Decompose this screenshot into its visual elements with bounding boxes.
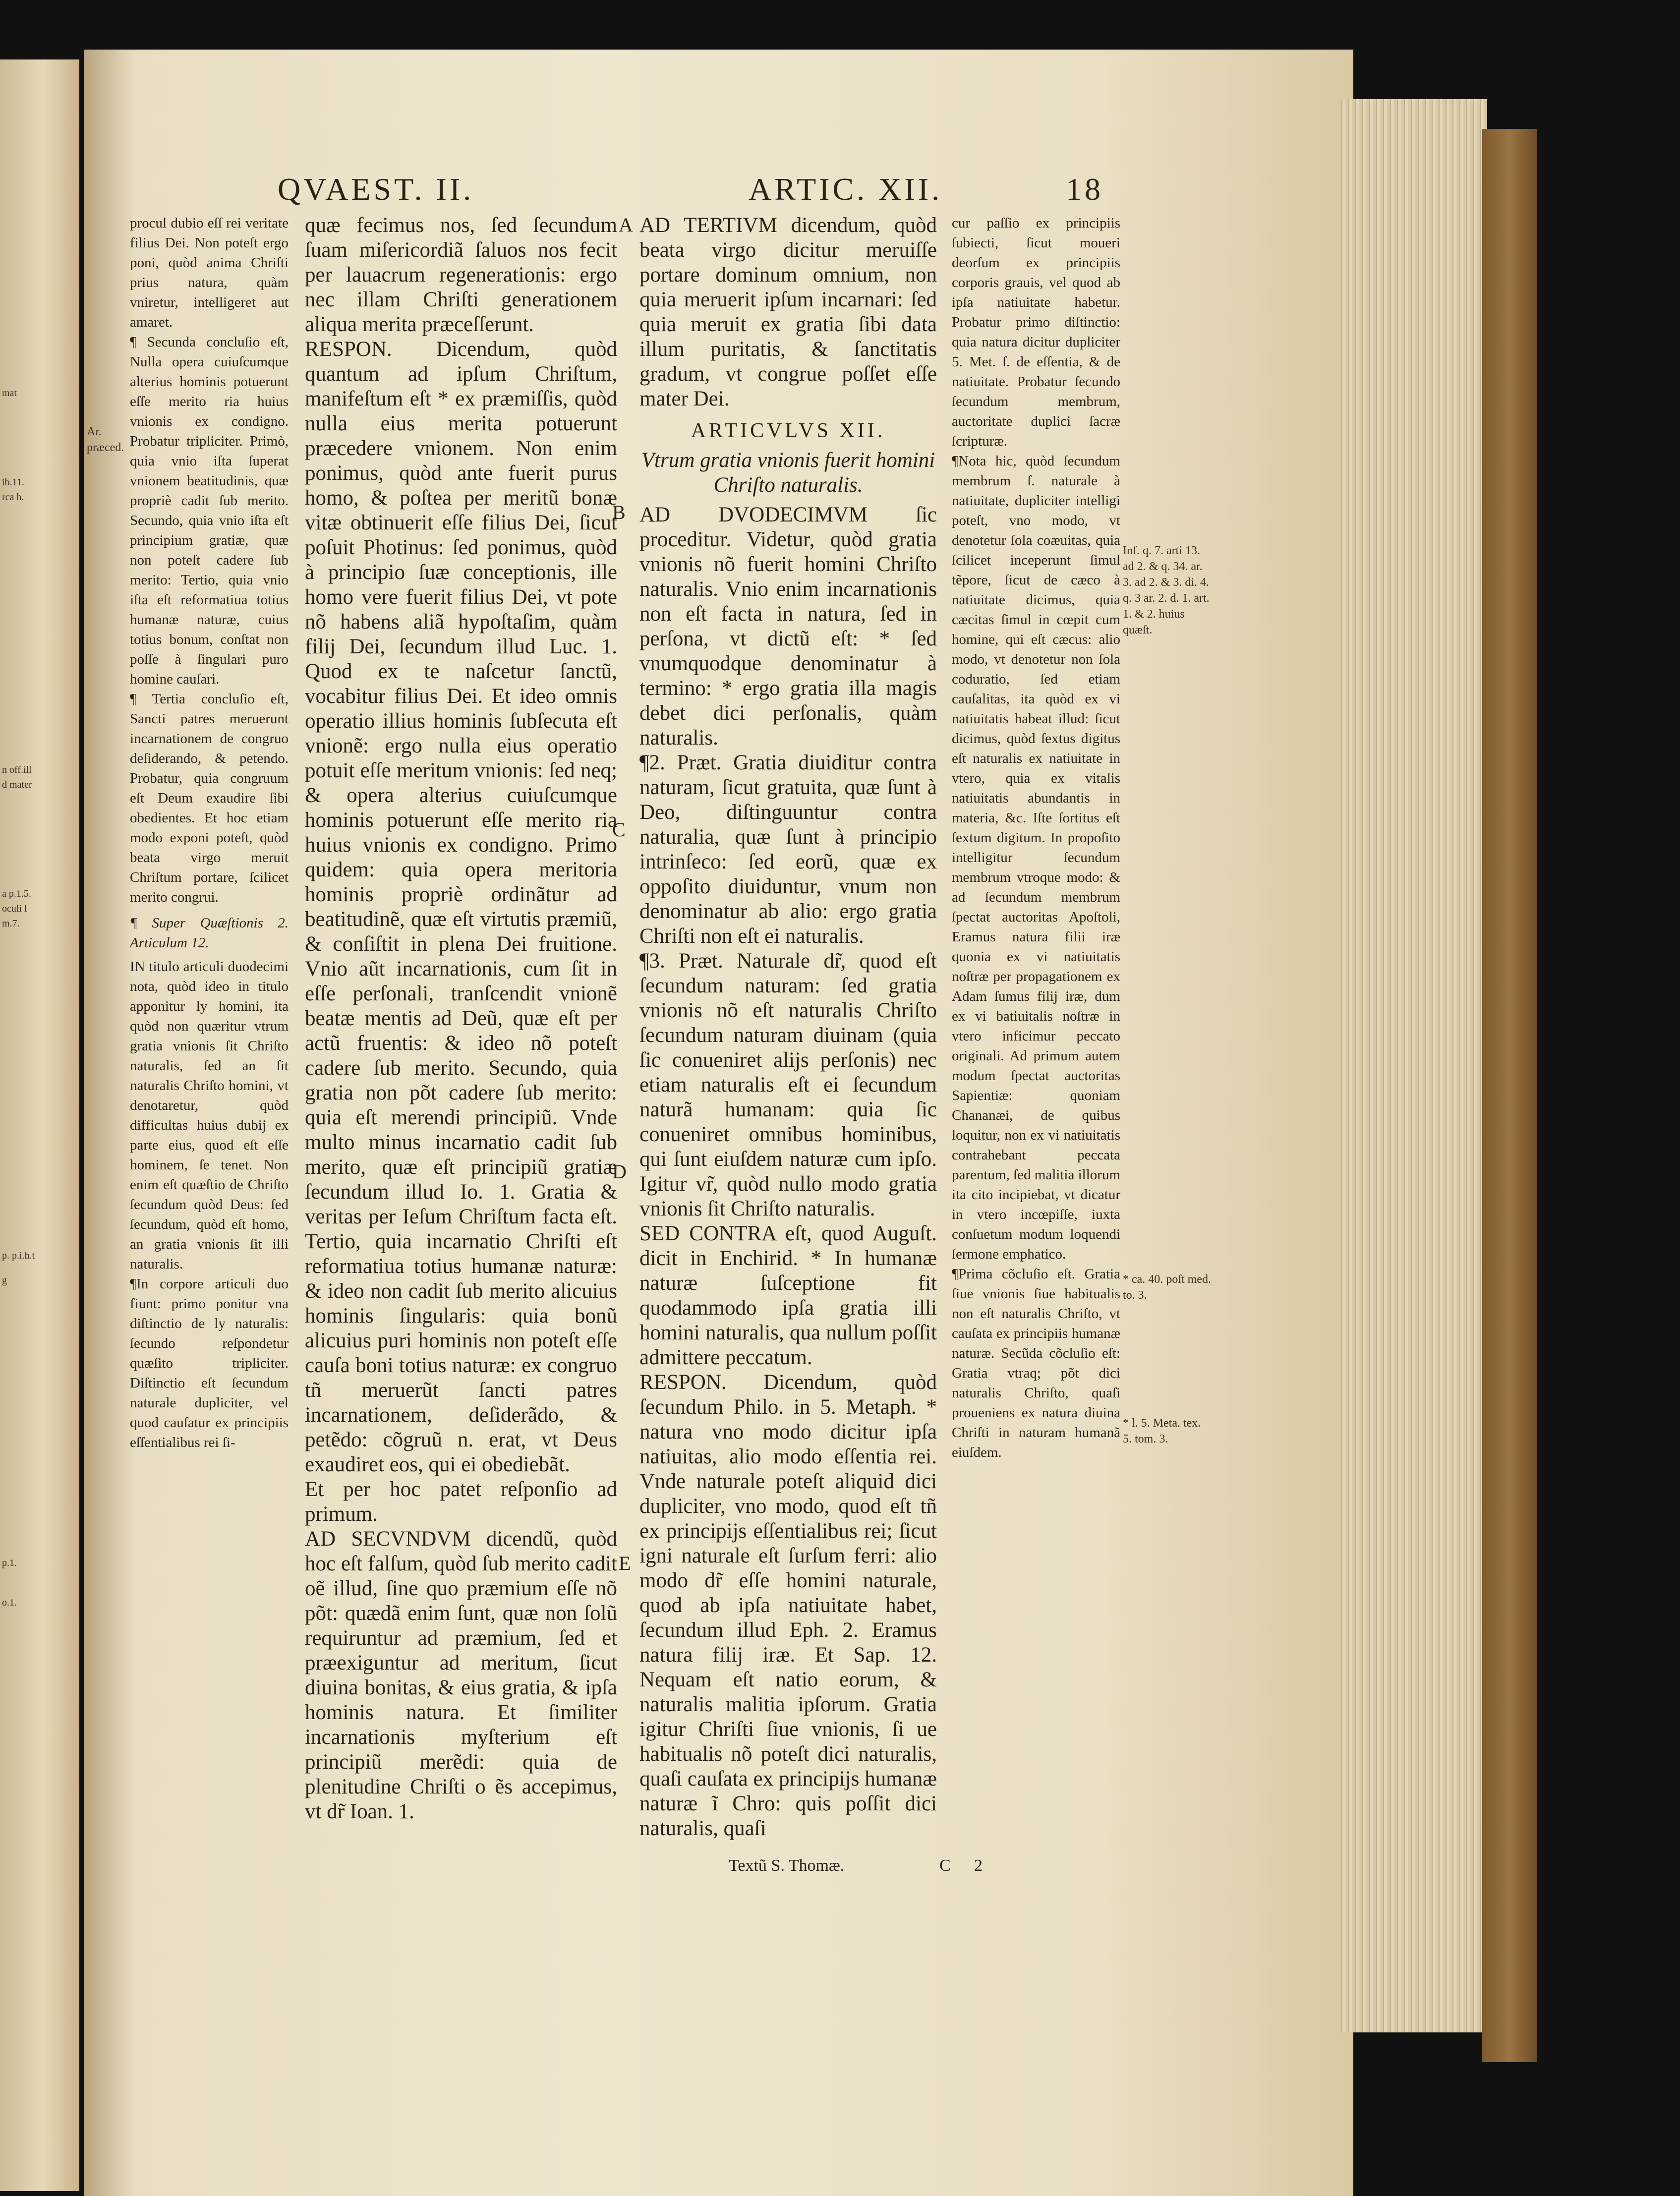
paragraph: quæ fecimus nos, ſed ſecundum ſuam miſericordiã ſaluos nos fecit per lauacrum regenerationis: ergo nec illam Chriſti generationem aliqua merita præceſſerunt.: [305, 214, 617, 336]
signature-mark: C: [939, 1856, 951, 1875]
main-text-column-right: [639, 213, 937, 1841]
paragraph: RESPON. Dicendum, quòd quantum ad ipſum Chriſtum, manifeſtum eſt * ex præmiſſis, quòd nulla eius merita potuerunt præcedere vnionem. Non enim ponimus, quòd ante fuerit purus homo, & poſtea per meritũ bonæ vitæ obtinuerit eſſe filius Dei, ſicut poſuit Photinus: ſed ponimus, quòd à principio ſuæ conceptionis, ille homo vere fuerit filius Dei, vt pote nõ habens aliã hypoſtaſim, quàm filij Dei, ſecundum illud Luc. 1. Quod ex te naſcetur ſanctũ, vocabitur filius Dei. Et ideo omnis operatio illius hominis ſubſecuta eſt vnionẽ: ergo nulla eius operatio potuit eſſe meritum vnionis: ſed neq; & opera alterius cuiuſcumque hominis potuerunt eſſe merito ria huius vnionis ex condigno. Primo quidem: quia opera meritoria hominis propriè ordinãtur ad beatitudinẽ, quæ eſt virtutis præmiũ, & conſiſtit in plena Dei fruitione. Vnio aũt incarnationis, cum ſit in eſſe perſonali, tranſcendit vnionẽ beatæ mentis ad Deũ, quæ eſt per actũ fruentis: & ideo nõ poteſt cadere ſub merito. Secundo, quia gratia non põt cadere ſub merito: quia eſt merendi principiũ. Vnde multo minus incarnatio cadit ſub merito, quæ eſt principiũ gratiæ ſecundum illud Io. 1. Gratia & veritas per Ieſum Chriſtum facta eſt. Tertio, quia incarnatio Chriſti eſt reformatiua totius humanæ naturæ: & ideo non cadit ſub merito alicuius hominis ſingularis: quia bonũ alicuius puri hominis non poteſt eſſe cauſa boni totius naturæ: ex congruo tñ meruerũt ſancti patres incarnationem, deſiderãdo, & petẽdo: cõgruũ n. erat, vt Deus exaudiret eos, qui ei obediebãt.: [305, 338, 617, 1476]
left-fragment: oculi l: [2, 903, 27, 914]
left-fragment: mat: [2, 388, 17, 399]
left-fragment: p.1.: [2, 1558, 17, 1568]
commentary-heading: ¶ Super Quæſtionis 2. Articulum 12.: [130, 915, 289, 951]
paragraph: cur paſſio ex principiis ſubiecti, ſicut moueri deorſum ex principiis corporis grauis, vel quod ab ipſa natiuitate habetur. Probatur primo diſtinctio: quia natura dicitur dupliciter 5. Met. ſ. de eſſentia, & de natiuitate. Probatur ſecundo ſecundum membrum, auctoritate duplici ſacræ ſcripturæ.: [952, 215, 1120, 449]
article-title: Vtrum gratia vnionis fuerit homini Chriſto naturalis.: [641, 449, 935, 497]
paragraph: ¶ Secunda concluſio eſt, Nulla opera cuiuſcumque alterius hominis potuerunt eſſe merito ria huius vnionis ex condigno. Probatur tripliciter. Primò, quia vnio iſta ſuperat vnionem beatitudinis, quæ propriè cadit ſub merito. Secundo, quia vnio iſta eſt principium gratiæ, quæ non poteſt cadere ſub merito: Tertio, quia vnio iſta eſt reformatiua totius humanæ naturæ, cuius totius bonum, conſtat non poſſe à ſingulari puro homine cauſari.: [130, 334, 289, 687]
left-fragment: o.1.: [2, 1597, 17, 1608]
paragraph: RESPON. Dicendum, quòd ſecundum Philo. in 5. Metaph. * natura vno modo dicitur ipſa natiuitas, alio modo eſſentia rei. Vnde naturale poteſt aliquid dici dupliciter, vno modo, quod eſt tñ ex principijs eſſentialibus rei; ſicut igni naturale eſt ſurſum ferri: alio modo dr̃ eſſe homini naturale, quod ab ipſa natiuitate habet, ſecundum illud Eph. 2. Eramus natura filij iræ. Et Sap. 12. Nequam eſt natio eorum, & naturalis malitia ipſorum. Gratia igitur Chriſti ſiue vnionis, ſi ue habitualis nõ poteſt dici naturalis, quaſi cauſata ex principijs humanæ naturæ ĩ Chro: quis poſſit dici naturalis, quaſi: [639, 1371, 937, 1840]
paragraph: ¶2. Præt. Gratia diuiditur contra naturam, ſicut gratuita, quæ ſunt à Deo, diſtinguuntur contra naturalia, quæ ſunt à principio intrinſeco: ſed eorũ, quæ ex oppoſito diuiduntur, vnum non denominatur ab alio: ergo gratia Chriſti non eſt ei naturalis.: [639, 751, 937, 948]
paragraph: ¶ Tertia concluſio eſt, Sancti patres meruerunt incarnationem de congruo deſiderando, & petendo. Probatur, quia congruum eſt Deum exaudire ſibi obedientes. Et hoc etiam modo exponi poteſt, quòd beata virgo meruit Chriſtum portare, ſcilicet merito congrui.: [130, 691, 289, 905]
paragraph: IN titulo articuli duodecimi nota, quòd ideo in titulo apponitur ly homini, ita quòd non quæritur vtrum gratia vnionis ſit Chriſto naturalis, ſed an ſit naturalis Chriſto homini, vt denotaretur, quòd difficultas huius dubij ex parte eius, quod eſt eſſe hominem, ſe tenet. Non enim eſt quæſtio de Chriſto ſecundum quòd Deus: ſed ſecundum, quòd eſt homo, an gratia vnionis ſit illi naturalis.: [130, 959, 289, 1272]
section-letter: D: [612, 1160, 627, 1183]
article-heading: ARTICVLVS XII.: [691, 419, 886, 442]
left-fragment: g: [2, 1275, 7, 1286]
paragraph: ¶Nota hic, quòd ſecundum membrum ſ. naturale à natiuitate, dupliciter intelligi poteſt, vno modo, vt denotetur ſola coæuitas, quia ſcilicet inceperunt ſimul tẽpore, ſicut de cæco à natiuitate dicimus, quia cæcitas ſimul in cœpit cum homine, qui eſt cæcus: alio modo, vt denotetur non ſola coduratio, ſed etiam cauſalitas, ita quòd ex vi natiuitatis habeat illud: ſicut dicimus, quòd ſextus digitus eſt naturalis ex natiuitate in vtero, quia ex vitalis natiuitatis abundantis in materia, &c. Iſte ſortitus eſt ſextum digitum. In propoſito intelligitur ſecundum membrum vtroque modo: & ad ſecundum membrum ſpectat auctoritas Apoſtoli, Eramus natura filii iræ quonia ex vi natiuitatis noſtræ per propagationem ex Adam ſumus filij iræ, dum ex vi batiuitalis noſtræ in vtero inficimur peccato originali. Ad primum autem modum ſpectat auctoritas Sapientiæ: quoniam Chananæi, de quibus loquitur, non ex vi natiuitatis contrahebant peccata parentum, ſed malitia illorum ita cito incipiebat, vt dicatur in vtero incœpiſſe, iuxta conſuetum modum loquendi ſermone emphatico.: [952, 453, 1120, 1262]
left-fragment: n off.ill: [2, 764, 32, 775]
book-cover: [1482, 129, 1537, 2062]
paragraph: SED CONTRA eſt, quod Auguſt. dicit in Enchirid. * In humanæ naturæ ſuſceptione fit quodammodo ipſa gratia illi homini naturalis, qua nullum poſſit admittere peccatum.: [639, 1222, 937, 1369]
margin-note: Ar. præced.: [87, 425, 124, 454]
margin-note: Inf. q. 7. arti 13. ad 2. & q. 34. ar. 3. ad 2. & 3. di. 4. q. 3 ar. 2. d. 1. art. 1. & 2. huius quæſt.: [1123, 544, 1210, 636]
running-head-article: ARTIC. XII.: [749, 172, 942, 207]
commentary-column-right: [952, 213, 1120, 1462]
page-edges: [1338, 99, 1487, 2032]
paragraph: procul dubio eſſ rei veritate filius Dei. Non poteſt ergo poni, quòd anima Chriſti prius natura, quàm vniretur, intelligeret aut amaret.: [130, 215, 289, 330]
commentary-column-left: [130, 213, 289, 1452]
paragraph: ¶3. Præt. Naturale dr̃, quod eſt ſecundum naturam: ſed gratia vnionis nõ eſt naturalis Chriſto ſecundum naturam diuinam (quia ſic conueniret alijs perſonis) nec etiam naturalis eſt ei ſecundum naturã humanam: quia ſic conueniret omnibus hominibus, qui ſunt eiuſdem naturæ cum ipſo. Igitur vr̃, quòd nullo modo gratia vnionis ſit Chriſto naturalis.: [639, 949, 937, 1220]
paragraph: ¶Prima cõcluſio eſt. Gratia ſiue vnionis ſiue habitualis non eſt naturalis Chriſto, vt cauſata ex principiis humanæ naturæ. Secũda cõcluſio eſt: Gratia vtraq; põt dici naturalis Chriſto, quaſi proueniens ex natura diuina Chriſti in naturam humanã eiuſdem.: [952, 1266, 1120, 1460]
section-letter: B: [612, 501, 626, 523]
paragraph: AD SECVNDVM dicendũ, quòd hoc eſt falſum, quòd ſub merito cadit oẽ illud, ſine quo præmium eſſe nõ põt: quædã enim ſunt, quæ non ſolũ requiruntur ad præmium, ſed et præexiguntur ad meritum, ſicut diuina bonitas, & eius gratia, & ipſa hominis natura. Et ſimiliter incarnationis myſterium eſt principiũ merẽdi: quia de plenitudine Chriſti o ẽs accepimus, vt dr̃ Ioan. 1.: [305, 1527, 617, 1823]
left-fragment: d mater: [2, 779, 32, 790]
section-letter: C: [612, 818, 626, 841]
catchword: Textũ S. Thomæ.: [729, 1856, 845, 1875]
paragraph: AD TERTIVM dicendum, quòd beata virgo dicitur meruiſſe portare dominum omnium, non quia meruerit ipſum incarnari: ſed quia meruit ex gratia ſibi data illum puritatis, & ſanctitatis gradum, vt congrue poſſet eſſe mater Dei.: [639, 214, 937, 410]
left-page: [0, 59, 79, 2191]
signature-number: 2: [974, 1856, 983, 1875]
left-fragment: m.7.: [2, 918, 20, 929]
left-fragment: a p.1.5.: [2, 888, 31, 899]
margin-note: * l. 5. Meta. tex. 5. tom. 3.: [1123, 1417, 1201, 1445]
section-letter: E: [619, 1552, 631, 1574]
paragraph: ¶In corpore articuli duo fiunt: primo ponitur vna diſtinctio de ly naturalis: ſecundo reſpondetur quæſito tripliciter. Diſtinctio eſt ſecundum naturale dupliciter, vel quod cauſatur ex principiis eſſentialibus rei ſi-: [130, 1276, 289, 1450]
paragraph: Et per hoc patet reſponſio ad primum.: [305, 1478, 617, 1526]
page-number: 18: [1066, 172, 1103, 207]
running-head-question: QVAEST. II.: [278, 172, 474, 207]
left-fragment: ib.11.: [2, 477, 24, 488]
paragraph: AD DVODECIMVM ſic proceditur. Videtur, quòd gratia vnionis nõ fuerit homini Chriſto naturalis. Vnio enim incarnationis non eſt facta in natura, ſed in perſona, vt dictũ eſt: * ſed vnumquodque denominatur à termino: * ergo gratia illa magis debet dici perſonalis, quàm naturalis.: [639, 503, 937, 750]
left-fragment: p. p.i.h.t: [2, 1250, 35, 1261]
main-text-column-left: [305, 213, 617, 1824]
left-fragment: rca h.: [2, 492, 24, 503]
section-letter: A: [619, 214, 633, 236]
margin-note: * ca. 40. poſt med. to. 3.: [1123, 1273, 1211, 1302]
